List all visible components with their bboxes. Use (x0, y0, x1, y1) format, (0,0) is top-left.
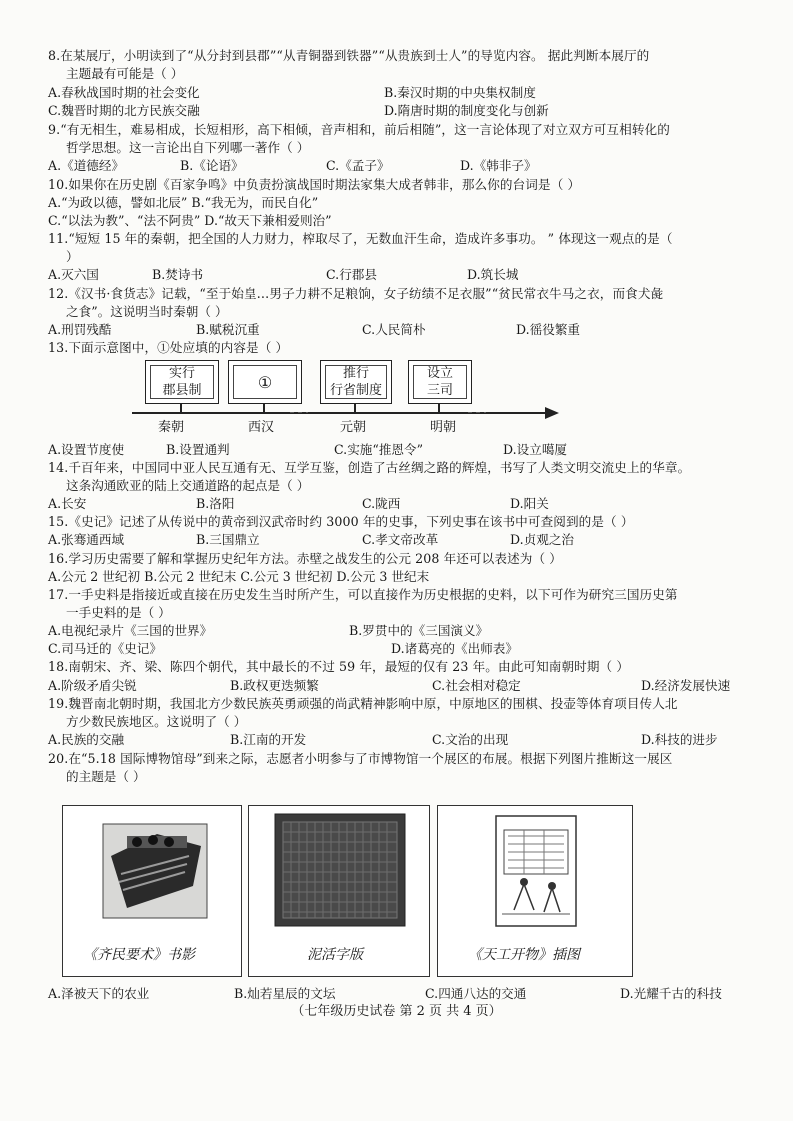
question-17-stem-cont: 一手史料的是（ ） (66, 605, 171, 620)
timeline-box-qin-line2: 郡县制 (162, 383, 202, 398)
timeline-tick-yuan (354, 404, 356, 414)
q18-option-b: B.政权更迭频繁 (230, 678, 319, 693)
timeline-axis (132, 412, 552, 414)
question-19-stem-cont: 方少数民族地区。这说明了（ ） (66, 714, 247, 729)
question-8-stem-cont: 主题最有可能是（ ） (66, 66, 184, 81)
q17-option-c: C.司马迁的《史记》 (48, 641, 162, 656)
timeline-arrow-icon (545, 406, 559, 420)
q19-option-b: B.江南的开发 (230, 732, 307, 747)
q18-option-d: D.经济发展快速 (641, 678, 731, 693)
timeline-gap-1 (290, 412, 308, 413)
question-18-stem: 18.南朝宋、齐、梁、陈四个朝代，其中最长的不过 59 年，最短的仅有 23 年。由此可知南朝时期（ ） (48, 659, 630, 674)
q10-options-ab: A.“为政以德，譬如北辰” B.“我无为，而民自化” (48, 195, 319, 210)
q9-option-d: D.《韩非子》 (460, 158, 537, 173)
q14-option-c: C.陇西 (362, 496, 401, 511)
q11-option-a: A.灭六国 (48, 267, 99, 282)
timeline-box-ming-line1: 设立 (426, 366, 453, 381)
question-20-stem-cont: 的主题是（ ） (66, 769, 146, 784)
q17-option-b: B.罗贯中的《三国演义》 (349, 623, 489, 638)
question-14-stem: 14.千百年来，中国同中亚人民互通有无、互学互鉴，创造了古丝绸之路的辉煌，书写了人类文明交流史上的华章。 (48, 460, 691, 475)
q11-option-d: D.筑长城 (467, 267, 519, 282)
q16-options: A.公元 2 世纪初 B.公元 2 世纪末 C.公元 3 世纪初 D.公元 3 世纪末 (48, 569, 430, 584)
timeline-tick-qin (180, 404, 182, 414)
q20-option-b: B.灿若星辰的文坛 (234, 986, 336, 1001)
caption-qimin-yaoshu: 《齐民要术》书影 (83, 947, 195, 963)
timeline-label-xihan: 西汉 (248, 420, 275, 435)
timeline-box-ming-line2: 三司 (426, 383, 453, 398)
question-11-stem-cont: ） (66, 249, 79, 264)
q8-option-b: B.秦汉时期的中央集权制度 (384, 85, 536, 100)
q14-option-b: B.洛阳 (196, 496, 235, 511)
question-9-stem-cont: 哲学思想。这一言论出自下列哪一著作（ ） (66, 140, 310, 155)
timeline-box-qin-line1: 实行 (168, 366, 195, 381)
illustration-image-icon (494, 814, 578, 928)
q13-option-d: D.设立噶厦 (503, 442, 568, 457)
q8-option-c: C.魏晋时期的北方民族交融 (48, 103, 200, 118)
q14-option-d: D.阳关 (510, 496, 549, 511)
q9-option-a: A.《道德经》 (48, 158, 125, 173)
question-16-stem: 16.学习历史需要了解和掌握历史纪年方法。赤壁之战发生的公元 208 年还可以表述为（ ） (48, 551, 562, 566)
q20-option-c: C.四通八达的交通 (425, 986, 527, 1001)
question-12-stem: 12.《汉书·食货志》记载，“至于始皇…男子力耕不足粮饷，女子纺绩不足衣服”“贫民常衣牛马之衣，而食犬彘 (48, 286, 664, 301)
timeline-box-blank-marker: ① (257, 372, 273, 392)
q12-option-b: B.赋税沉重 (196, 322, 260, 337)
timeline-box-yuan-line1: 推行 (342, 366, 369, 381)
panel-tiangong-kaiwu (437, 805, 633, 977)
q14-option-a: A.长安 (48, 496, 87, 511)
q17-option-a: A.电视纪录片《三国的世界》 (48, 623, 213, 638)
timeline-box-ming (408, 360, 472, 404)
timeline-tick-xihan (263, 404, 265, 414)
question-10-stem: 10.如果你在历史剧《百家争鸣》中负责扮演战国时期法家集大成者韩非，那么你的台词是（ ） (48, 177, 581, 192)
panel-clay-type (248, 805, 430, 977)
q12-option-a: A.刑罚残酷 (48, 322, 112, 337)
q15-option-b: B.三国鼎立 (196, 532, 260, 547)
q20-option-a: A.泽被天下的农业 (48, 986, 150, 1001)
q17-option-d: D.诸葛亮的《出师表》 (391, 641, 518, 656)
timeline-tick-ming (438, 404, 440, 414)
q12-option-d: D.徭役繁重 (516, 322, 581, 337)
book-image-icon (97, 816, 215, 926)
q9-option-b: B.《论语》 (180, 158, 244, 173)
question-19-stem: 19.魏晋南北朝时期，我国北方少数民族英勇顽强的尚武精神影响中原，中原地区的围棋、投壶等体育项目传人北 (48, 696, 678, 711)
question-11-stem: 11.“短短 15 年的秦朝，把全国的人力财力，榨取尽了，无数血汗生命，造成许多事功。 ” 体现这一观点的是（ (48, 231, 673, 246)
q13-option-b: B.设置通判 (166, 442, 230, 457)
question-9-stem: 9.“有无相生，难易相成，长短相形，高下相倾，音声相和，前后相随”，这一言论体现了对立双方可互相转化的 (48, 122, 670, 137)
q18-option-c: C.社会相对稳定 (432, 678, 521, 693)
clay-type-image-icon (273, 812, 407, 928)
q11-option-c: C.行郡县 (326, 267, 377, 282)
question-14-stem-cont: 这条沟通欧亚的陆上交通道路的起点是（ ） (66, 478, 310, 493)
q11-option-b: B.焚诗书 (152, 267, 204, 282)
timeline-label-ming: 明朝 (430, 420, 457, 435)
q19-option-c: C.文治的出现 (432, 732, 509, 747)
q19-option-a: A.民族的交融 (48, 732, 125, 747)
q10-options-cd: C.“以法为教”、“法不阿贵” D.“故天下兼相爱则治” (48, 213, 332, 228)
timeline-box-yuan (320, 360, 392, 404)
timeline-gap-2 (468, 412, 486, 413)
question-12-stem-cont: 之食”。这说明当时秦朝（ ） (66, 304, 228, 319)
panel-qimin-yaoshu (62, 805, 242, 977)
q12-option-c: C.人民简朴 (362, 322, 426, 337)
question-13-stem: 13.下面示意图中，①处应填的内容是（ ） (48, 340, 289, 355)
question-8-stem: 8.在某展厅，小明读到了“从分封到县郡”“从青铜器到铁器”“从贵族到士人”的导览内容。 据此判断本展厅的 (48, 48, 650, 63)
question-17-stem: 17.一手史料是指接近或直接在历史发生当时所产生，可以直接作为历史根据的史料，以下可作为研究三国历史第 (48, 587, 678, 602)
q13-option-c: C.实施“推恩令” (334, 442, 424, 457)
q18-option-a: A.阶级矛盾尖锐 (48, 678, 137, 693)
timeline-box-qin (145, 360, 219, 404)
timeline-label-yuan: 元朝 (340, 420, 367, 435)
q15-option-c: C.孝文帝改革 (362, 532, 439, 547)
timeline-box-blank (228, 360, 302, 404)
timeline-label-qin: 秦朝 (158, 420, 185, 435)
q13-option-a: A.设置节度使 (48, 442, 125, 457)
q8-option-d: D.隋唐时期的制度变化与创新 (384, 103, 549, 118)
q19-option-d: D.科技的进步 (641, 732, 718, 747)
caption-clay-type: 泥活字版 (307, 947, 363, 963)
page-footer: （七年级历史试卷 第 2 页 共 4 页） (291, 1004, 502, 1019)
q9-option-c: C.《孟子》 (326, 158, 390, 173)
q15-option-d: D.贞观之治 (510, 532, 575, 547)
caption-tiangong-kaiwu: 《天工开物》插图 (468, 947, 580, 963)
timeline-box-yuan-line2: 行省制度 (329, 383, 382, 398)
q8-option-a: A.春秋战国时期的社会变化 (48, 85, 200, 100)
q20-option-d: D.光耀千古的科技 (620, 986, 722, 1001)
q15-option-a: A.张骞通西域 (48, 532, 125, 547)
question-20-stem: 20.在“5.18 国际博物馆母”到来之际，志愿者小明参与了市博物馆一个展区的布展。根据下列图片推断这一展区 (48, 751, 673, 766)
question-15-stem: 15.《史记》记述了从传说中的黄帝到汉武帝时约 3000 年的史事，下列史事在该书中可查阅到的是（ ） (48, 514, 634, 529)
